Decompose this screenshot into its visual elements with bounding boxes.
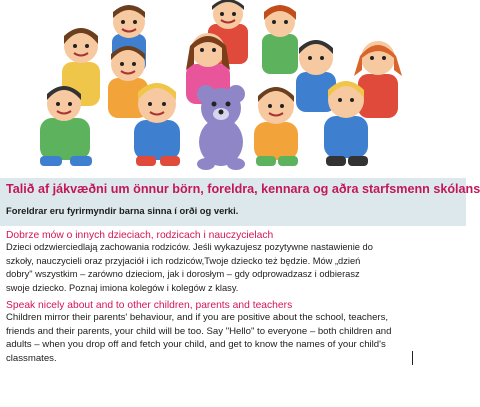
section-body [6,241,438,296]
body-line: swoje dziecko. Poznaj imiona kolegów i kolegów z klasy. [6,283,239,294]
body-line: friends and their parents, your child will be too. Say "Hello" to everyone – both children and [6,325,392,337]
body-line: adults – when you drop off and fetch your child, and get to know the names of your child's [6,339,386,351]
child-front-far-right [324,81,368,166]
section-title: Dobrze mów o innych dzieciach, rodzicach i nauczycielach [6,230,274,241]
child-front-blond [134,83,180,166]
section-title: Speak nicely about and to other children, parents and teachers [6,300,293,311]
body-line: Dzieci odzwierciedlają zachowania rodziców. Jeśli wykazujesz pozytywne nastawienie do [6,242,373,252]
body-line: classmates. [6,353,57,365]
body-line: Children mirror their parents' behaviour, and if you are positive about the school, teachers, [6,312,389,323]
text-cursor [412,351,413,365]
body-line: szkoły, nauczycieli oraz przyjaciół i ich rodziców,Twoje dziecko też będzie. Mów „dzień [6,255,361,266]
child-front-right [254,87,298,166]
section-body [6,311,438,366]
teddy-bear [197,85,245,170]
children-illustration [0,0,480,176]
page-title: Talið af jákvæðni um önnur börn, foreldra, kennara og aðra starfsmenn skólans [6,182,480,196]
page-subtitle: Foreldrar eru fyrirmyndir barna sinna í orði og verki. [6,205,239,216]
child-top-right [262,5,298,74]
body-line: dobry" wszystkim – zarówno dzieciom, jak i dorosłym – gdy odprowadzasz i odbierasz [6,269,360,280]
